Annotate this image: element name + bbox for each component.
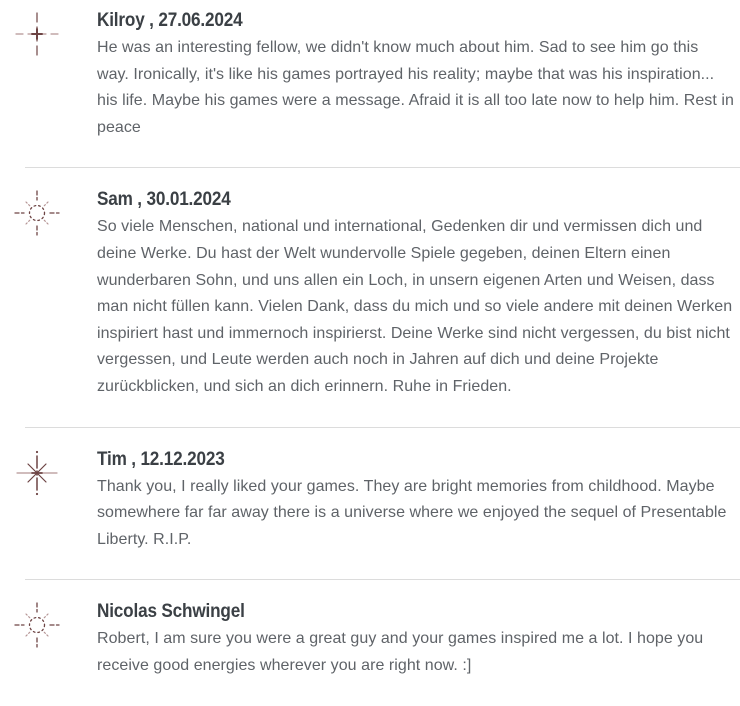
tribute-entry <box>0 168 740 426</box>
tribute-content <box>97 448 740 554</box>
tribute-content <box>97 188 740 400</box>
tribute-message: So viele Menschen, national und international, Gedenken dir und vermissen dich und deine Werke. Du hast der Welt wundervolle Spiele gegeben, deinen Eltern einen wunderbaren Sohn, und uns allen ein Loch, in unsern eigenen Arten und Weisen, dass man nicht füllen kann. Vielen Dank, dass du mich und so viele andere mit deinen Werken inspiriert hast und immernoch inspirierst. Deine Werke sind nicht vergessen, du bist nicht vergessen, und Leute werden auch noch in Jahren auf dich und deine Projekte zurückblicken, und sich an dich erinnern. Ruhe in Frieden. <box>97 218 733 395</box>
tribute-entry <box>0 428 740 580</box>
dotted-sun-icon <box>13 600 61 650</box>
tribute-content <box>97 600 740 679</box>
tribute-content <box>97 9 740 141</box>
tribute-title: Kilroy , 27.06.2024 <box>97 9 243 31</box>
tribute-icon-column <box>0 188 97 238</box>
compass-cross-icon <box>13 9 61 59</box>
tribute-message: Robert, I am sure you were a great guy and your games inspired me a lot. I hope you receive good energies wherever you are right now. :] <box>97 630 704 674</box>
tribute-entry <box>0 0 740 167</box>
sparkle-star-icon <box>13 448 61 498</box>
tribute-icon-column <box>0 600 97 650</box>
dotted-sun-icon <box>13 188 61 238</box>
tribute-icon-column <box>0 448 97 498</box>
tribute-message: Thank you, I really liked your games. They are bright memories from childhood. Maybe somewhere far far away there is a universe where we enjoyed the sequel of Presentable Liberty. R.I.P. <box>97 477 727 548</box>
tribute-title: Nicolas Schwingel <box>97 600 245 623</box>
tribute-title: Tim , 12.12.2023 <box>97 447 225 470</box>
tribute-icon-column <box>0 9 97 59</box>
tribute-title: Sam , 30.01.2024 <box>97 188 231 211</box>
tribute-entry <box>0 580 740 705</box>
tribute-message: He was an interesting fellow, we didn't know much about him. Sad to see him go this way. Ironically, it's like his games portrayed his reality; maybe that was his inspiration... his life. Maybe his games were a message. Afraid it is all too late now to help him. Rest in peace <box>97 39 734 136</box>
